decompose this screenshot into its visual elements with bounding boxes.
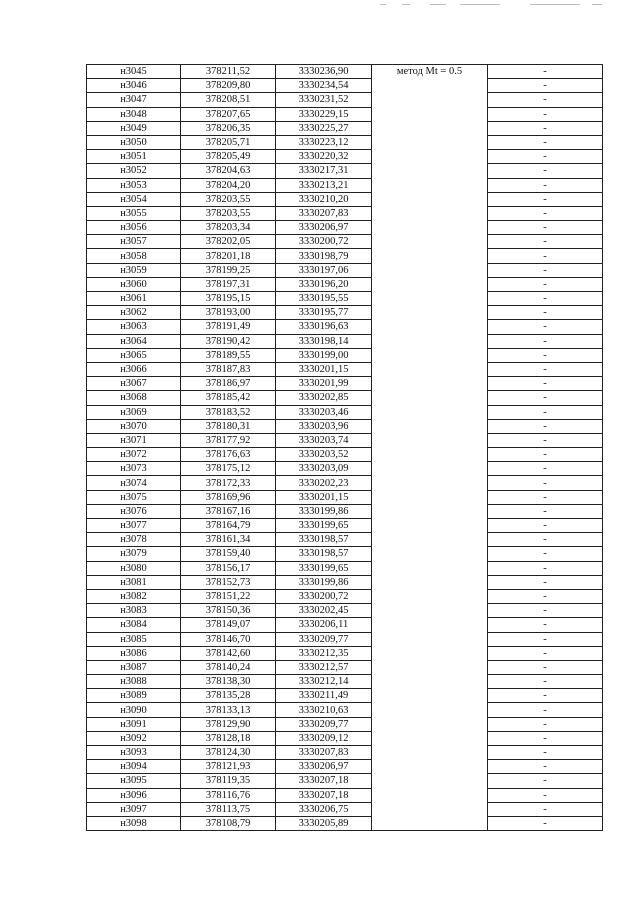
point-name-cell: н3072 [87, 448, 181, 462]
table-row [87, 292, 603, 306]
note-cell: - [488, 263, 603, 277]
table-row [87, 717, 603, 731]
note-cell: - [488, 221, 603, 235]
y-coordinate-cell: 3330202,45 [276, 604, 372, 618]
point-name-cell: н3082 [87, 589, 181, 603]
x-coordinate-cell: 378203,55 [181, 206, 276, 220]
point-name-cell: н3048 [87, 107, 181, 121]
x-coordinate-cell: 378135,28 [181, 689, 276, 703]
note-cell: - [488, 760, 603, 774]
x-coordinate-cell: 378193,00 [181, 306, 276, 320]
y-coordinate-cell: 3330220,32 [276, 150, 372, 164]
x-coordinate-cell: 378190,42 [181, 334, 276, 348]
table-row [87, 561, 603, 575]
y-coordinate-cell: 3330207,83 [276, 746, 372, 760]
point-name-cell: н3059 [87, 263, 181, 277]
y-coordinate-cell: 3330236,90 [276, 65, 372, 79]
table-row [87, 760, 603, 774]
point-name-cell: н3058 [87, 249, 181, 263]
point-name-cell: н3074 [87, 476, 181, 490]
x-coordinate-cell: 378205,49 [181, 150, 276, 164]
x-coordinate-cell: 378129,90 [181, 717, 276, 731]
table-row [87, 774, 603, 788]
x-coordinate-cell: 378201,18 [181, 249, 276, 263]
note-cell: - [488, 249, 603, 263]
note-cell: - [488, 405, 603, 419]
point-name-cell: н3093 [87, 746, 181, 760]
point-name-cell: н3097 [87, 802, 181, 816]
x-coordinate-cell: 378151,22 [181, 589, 276, 603]
x-coordinate-cell: 378186,97 [181, 377, 276, 391]
note-cell: - [488, 589, 603, 603]
point-name-cell: н3056 [87, 221, 181, 235]
y-coordinate-cell: 3330211,49 [276, 689, 372, 703]
y-coordinate-cell: 3330201,99 [276, 377, 372, 391]
note-cell: - [488, 689, 603, 703]
table-row [87, 660, 603, 674]
note-cell: - [488, 362, 603, 376]
x-coordinate-cell: 378195,15 [181, 292, 276, 306]
y-coordinate-cell: 3330200,72 [276, 589, 372, 603]
x-coordinate-cell: 378156,17 [181, 561, 276, 575]
note-cell: - [488, 150, 603, 164]
table-row [87, 362, 603, 376]
x-coordinate-cell: 378176,63 [181, 448, 276, 462]
y-coordinate-cell: 3330203,09 [276, 462, 372, 476]
method-cell [372, 65, 488, 831]
point-name-cell: н3049 [87, 121, 181, 135]
table-row [87, 391, 603, 405]
y-coordinate-cell: 3330201,15 [276, 490, 372, 504]
table-row [87, 604, 603, 618]
note-cell: - [488, 547, 603, 561]
point-name-cell: н3085 [87, 632, 181, 646]
note-cell: - [488, 135, 603, 149]
x-coordinate-cell: 378203,55 [181, 192, 276, 206]
x-coordinate-cell: 378199,25 [181, 263, 276, 277]
y-coordinate-cell: 3330225,27 [276, 121, 372, 135]
x-coordinate-cell: 378152,73 [181, 575, 276, 589]
x-coordinate-cell: 378172,33 [181, 476, 276, 490]
point-name-cell: н3054 [87, 192, 181, 206]
point-name-cell: н3046 [87, 79, 181, 93]
table-row [87, 135, 603, 149]
y-coordinate-cell: 3330213,21 [276, 178, 372, 192]
note-cell: - [488, 377, 603, 391]
point-name-cell: н3078 [87, 533, 181, 547]
table-row [87, 675, 603, 689]
point-name-cell: н3050 [87, 135, 181, 149]
y-coordinate-cell: 3330212,35 [276, 646, 372, 660]
point-name-cell: н3062 [87, 306, 181, 320]
y-coordinate-cell: 3330217,31 [276, 164, 372, 178]
point-name-cell: н3068 [87, 391, 181, 405]
note-cell: - [488, 433, 603, 447]
note-cell: - [488, 164, 603, 178]
point-name-cell: н3077 [87, 519, 181, 533]
y-coordinate-cell: 3330203,52 [276, 448, 372, 462]
table-row [87, 646, 603, 660]
y-coordinate-cell: 3330201,15 [276, 362, 372, 376]
table-row [87, 377, 603, 391]
y-coordinate-cell: 3330210,20 [276, 192, 372, 206]
note-cell: - [488, 462, 603, 476]
point-name-cell: н3045 [87, 65, 181, 79]
table-row [87, 320, 603, 334]
x-coordinate-cell: 378108,79 [181, 816, 276, 830]
y-coordinate-cell: 3330229,15 [276, 107, 372, 121]
table-row [87, 121, 603, 135]
x-coordinate-cell: 378183,52 [181, 405, 276, 419]
table-row [87, 731, 603, 745]
note-cell: - [488, 178, 603, 192]
y-coordinate-cell: 3330198,57 [276, 533, 372, 547]
note-cell: - [488, 632, 603, 646]
point-name-cell: н3073 [87, 462, 181, 476]
y-coordinate-cell: 3330210,63 [276, 703, 372, 717]
note-cell: - [488, 277, 603, 291]
y-coordinate-cell: 3330198,79 [276, 249, 372, 263]
note-cell: - [488, 65, 603, 79]
y-coordinate-cell: 3330198,14 [276, 334, 372, 348]
table-row [87, 746, 603, 760]
point-name-cell: н3052 [87, 164, 181, 178]
point-name-cell: н3070 [87, 419, 181, 433]
note-cell: - [488, 575, 603, 589]
table-row [87, 802, 603, 816]
table-row [87, 476, 603, 490]
method-label: метод Mt = 0.5 [396, 66, 463, 77]
note-cell: - [488, 788, 603, 802]
table-row [87, 65, 603, 79]
table-row [87, 788, 603, 802]
note-cell: - [488, 490, 603, 504]
note-cell: - [488, 334, 603, 348]
note-cell: - [488, 717, 603, 731]
table-row [87, 618, 603, 632]
x-coordinate-cell: 378142,60 [181, 646, 276, 660]
x-coordinate-cell: 378119,35 [181, 774, 276, 788]
table-row [87, 178, 603, 192]
point-name-cell: н3083 [87, 604, 181, 618]
y-coordinate-cell: 3330223,12 [276, 135, 372, 149]
table-row [87, 221, 603, 235]
y-coordinate-cell: 3330209,77 [276, 717, 372, 731]
x-coordinate-cell: 378177,92 [181, 433, 276, 447]
table-row [87, 504, 603, 518]
point-name-cell: н3065 [87, 348, 181, 362]
point-name-cell: н3060 [87, 277, 181, 291]
point-name-cell: н3087 [87, 660, 181, 674]
note-cell: - [488, 192, 603, 206]
y-coordinate-cell: 3330196,20 [276, 277, 372, 291]
y-coordinate-cell: 3330203,96 [276, 419, 372, 433]
table-row [87, 689, 603, 703]
note-cell: - [488, 391, 603, 405]
table-row [87, 519, 603, 533]
x-coordinate-cell: 378116,76 [181, 788, 276, 802]
x-coordinate-cell: 378185,42 [181, 391, 276, 405]
y-coordinate-cell: 3330212,57 [276, 660, 372, 674]
table-row [87, 433, 603, 447]
y-coordinate-cell: 3330231,52 [276, 93, 372, 107]
note-cell: - [488, 348, 603, 362]
y-coordinate-cell: 3330203,46 [276, 405, 372, 419]
x-coordinate-cell: 378169,96 [181, 490, 276, 504]
point-name-cell: н3047 [87, 93, 181, 107]
x-coordinate-cell: 378191,49 [181, 320, 276, 334]
x-coordinate-cell: 378204,20 [181, 178, 276, 192]
table-row [87, 164, 603, 178]
point-name-cell: н3098 [87, 816, 181, 830]
y-coordinate-cell: 3330206,11 [276, 618, 372, 632]
point-name-cell: н3084 [87, 618, 181, 632]
point-name-cell: н3055 [87, 206, 181, 220]
y-coordinate-cell: 3330199,00 [276, 348, 372, 362]
y-coordinate-cell: 3330195,55 [276, 292, 372, 306]
x-coordinate-cell: 378121,93 [181, 760, 276, 774]
note-cell: - [488, 746, 603, 760]
note-cell: - [488, 93, 603, 107]
y-coordinate-cell: 3330199,65 [276, 519, 372, 533]
note-cell: - [488, 206, 603, 220]
x-coordinate-cell: 378180,31 [181, 419, 276, 433]
y-coordinate-cell: 3330200,72 [276, 235, 372, 249]
note-cell: - [488, 604, 603, 618]
table-row [87, 816, 603, 830]
point-name-cell: н3069 [87, 405, 181, 419]
note-cell: - [488, 618, 603, 632]
x-coordinate-cell: 378159,40 [181, 547, 276, 561]
point-name-cell: н3063 [87, 320, 181, 334]
point-name-cell: н3079 [87, 547, 181, 561]
point-name-cell: н3081 [87, 575, 181, 589]
table-row [87, 405, 603, 419]
table-row [87, 235, 603, 249]
table-row [87, 306, 603, 320]
x-coordinate-cell: 378189,55 [181, 348, 276, 362]
y-coordinate-cell: 3330202,23 [276, 476, 372, 490]
point-name-cell: н3091 [87, 717, 181, 731]
y-coordinate-cell: 3330207,18 [276, 774, 372, 788]
note-cell: - [488, 476, 603, 490]
x-coordinate-cell: 378197,31 [181, 277, 276, 291]
x-coordinate-cell: 378207,65 [181, 107, 276, 121]
table-row [87, 348, 603, 362]
y-coordinate-cell: 3330202,85 [276, 391, 372, 405]
x-coordinate-cell: 378161,34 [181, 533, 276, 547]
y-coordinate-cell: 3330209,77 [276, 632, 372, 646]
table-row [87, 703, 603, 717]
x-coordinate-cell: 378205,71 [181, 135, 276, 149]
point-name-cell: н3075 [87, 490, 181, 504]
point-name-cell: н3051 [87, 150, 181, 164]
table-row [87, 277, 603, 291]
y-coordinate-cell: 3330199,65 [276, 561, 372, 575]
point-name-cell: н3080 [87, 561, 181, 575]
table-row [87, 575, 603, 589]
y-coordinate-cell: 3330207,83 [276, 206, 372, 220]
table-row [87, 150, 603, 164]
x-coordinate-cell: 378113,75 [181, 802, 276, 816]
note-cell: - [488, 419, 603, 433]
note-cell: - [488, 504, 603, 518]
point-name-cell: н3092 [87, 731, 181, 745]
x-coordinate-cell: 378187,83 [181, 362, 276, 376]
point-name-cell: н3061 [87, 292, 181, 306]
note-cell: - [488, 306, 603, 320]
note-cell: - [488, 675, 603, 689]
point-name-cell: н3067 [87, 377, 181, 391]
note-cell: - [488, 802, 603, 816]
scan-header-marks [380, 4, 620, 10]
y-coordinate-cell: 3330212,14 [276, 675, 372, 689]
coordinates-table [86, 64, 603, 831]
y-coordinate-cell: 3330234,54 [276, 79, 372, 93]
y-coordinate-cell: 3330196,63 [276, 320, 372, 334]
table-row [87, 334, 603, 348]
point-name-cell: н3066 [87, 362, 181, 376]
point-name-cell: н3094 [87, 760, 181, 774]
x-coordinate-cell: 378149,07 [181, 618, 276, 632]
y-coordinate-cell: 3330206,97 [276, 221, 372, 235]
y-coordinate-cell: 3330205,89 [276, 816, 372, 830]
table-row [87, 632, 603, 646]
x-coordinate-cell: 378203,34 [181, 221, 276, 235]
y-coordinate-cell: 3330207,18 [276, 788, 372, 802]
table-row [87, 490, 603, 504]
note-cell: - [488, 703, 603, 717]
note-cell: - [488, 731, 603, 745]
note-cell: - [488, 646, 603, 660]
x-coordinate-cell: 378138,30 [181, 675, 276, 689]
point-name-cell: н3053 [87, 178, 181, 192]
point-name-cell: н3071 [87, 433, 181, 447]
point-name-cell: н3086 [87, 646, 181, 660]
x-coordinate-cell: 378202,05 [181, 235, 276, 249]
x-coordinate-cell: 378204,63 [181, 164, 276, 178]
point-name-cell: н3057 [87, 235, 181, 249]
note-cell: - [488, 121, 603, 135]
y-coordinate-cell: 3330203,74 [276, 433, 372, 447]
table-row [87, 419, 603, 433]
x-coordinate-cell: 378211,52 [181, 65, 276, 79]
table-row [87, 93, 603, 107]
x-coordinate-cell: 378206,35 [181, 121, 276, 135]
x-coordinate-cell: 378150,36 [181, 604, 276, 618]
table-row [87, 533, 603, 547]
note-cell: - [488, 448, 603, 462]
table-row [87, 547, 603, 561]
y-coordinate-cell: 3330199,86 [276, 575, 372, 589]
table-row [87, 206, 603, 220]
x-coordinate-cell: 378167,16 [181, 504, 276, 518]
x-coordinate-cell: 378128,18 [181, 731, 276, 745]
y-coordinate-cell: 3330197,06 [276, 263, 372, 277]
table-row [87, 249, 603, 263]
point-name-cell: н3064 [87, 334, 181, 348]
x-coordinate-cell: 378133,13 [181, 703, 276, 717]
note-cell: - [488, 107, 603, 121]
point-name-cell: н3089 [87, 689, 181, 703]
note-cell: - [488, 816, 603, 830]
point-name-cell: н3076 [87, 504, 181, 518]
x-coordinate-cell: 378208,51 [181, 93, 276, 107]
y-coordinate-cell: 3330209,12 [276, 731, 372, 745]
table-row [87, 263, 603, 277]
x-coordinate-cell: 378175,12 [181, 462, 276, 476]
note-cell: - [488, 235, 603, 249]
y-coordinate-cell: 3330198,57 [276, 547, 372, 561]
x-coordinate-cell: 378209,80 [181, 79, 276, 93]
point-name-cell: н3096 [87, 788, 181, 802]
x-coordinate-cell: 378146,70 [181, 632, 276, 646]
table-row [87, 462, 603, 476]
table-row [87, 448, 603, 462]
note-cell: - [488, 774, 603, 788]
note-cell: - [488, 320, 603, 334]
table-row [87, 79, 603, 93]
note-cell: - [488, 79, 603, 93]
x-coordinate-cell: 378164,79 [181, 519, 276, 533]
point-name-cell: н3090 [87, 703, 181, 717]
note-cell: - [488, 292, 603, 306]
y-coordinate-cell: 3330206,75 [276, 802, 372, 816]
coordinates-table-body [87, 65, 603, 831]
note-cell: - [488, 519, 603, 533]
y-coordinate-cell: 3330195,77 [276, 306, 372, 320]
table-row [87, 589, 603, 603]
y-coordinate-cell: 3330199,86 [276, 504, 372, 518]
table-row [87, 107, 603, 121]
point-name-cell: н3088 [87, 675, 181, 689]
x-coordinate-cell: 378124,30 [181, 746, 276, 760]
note-cell: - [488, 561, 603, 575]
note-cell: - [488, 533, 603, 547]
point-name-cell: н3095 [87, 774, 181, 788]
y-coordinate-cell: 3330206,97 [276, 760, 372, 774]
table-row [87, 192, 603, 206]
x-coordinate-cell: 378140,24 [181, 660, 276, 674]
note-cell: - [488, 660, 603, 674]
